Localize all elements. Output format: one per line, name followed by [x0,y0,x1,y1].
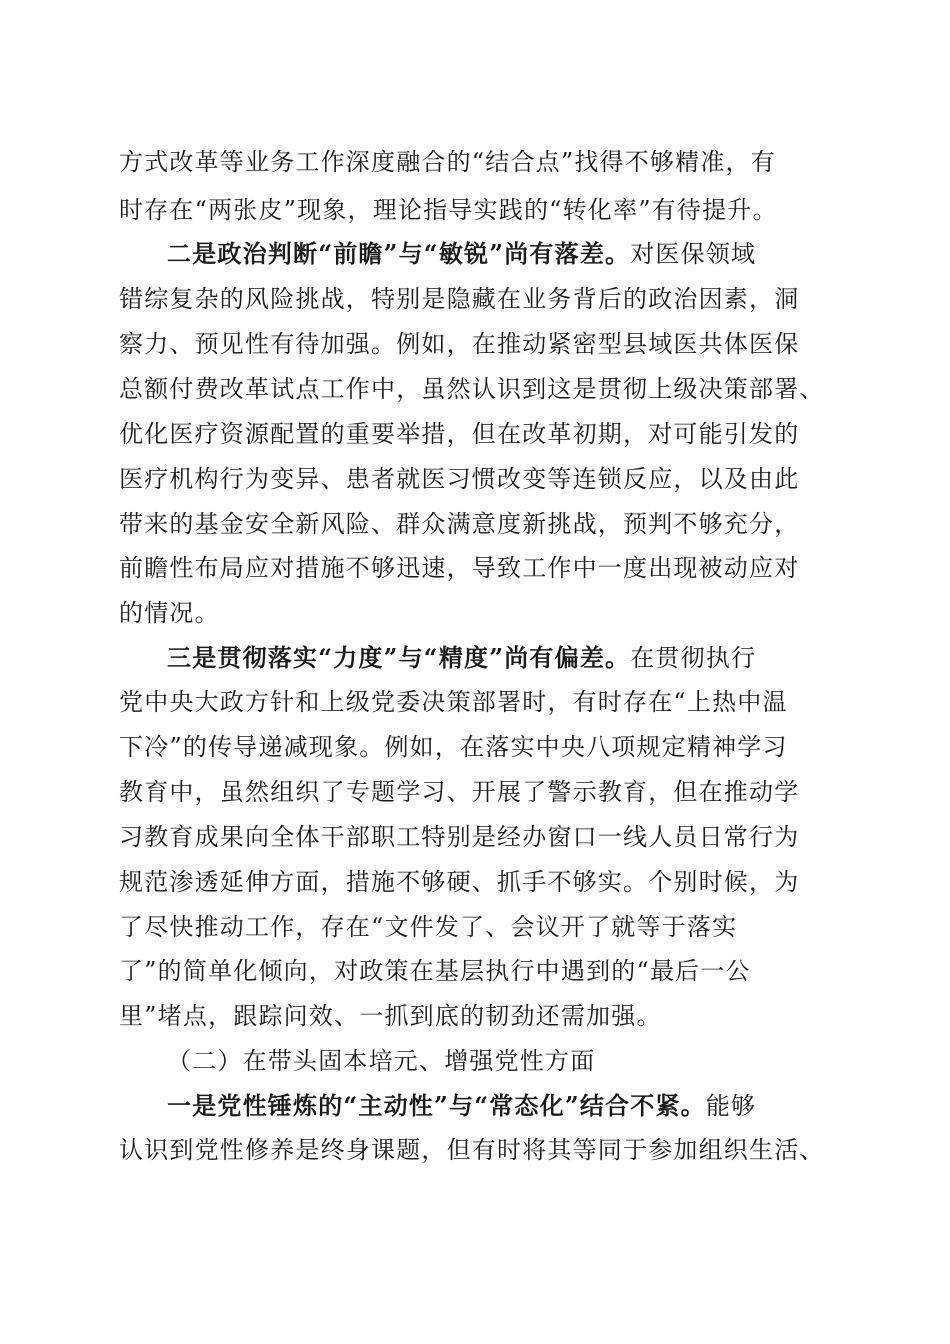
section-heading: （二）在带头固本培元、增强党性方面 [167,1047,596,1075]
text-line: 下冷”的传导递减现象。例如，在落实中央八项规定精神学习 [119,733,788,761]
paragraph-lead-heading: 一是党性锤炼的“主动性”与“常态化”结合不紧。 [167,1091,706,1120]
text-line: 认识到党性修养是终身课题，但有时将其等同于参加组织生活、 [119,1136,825,1164]
text-line: 了”的简单化倾向，对政策在基层执行中遇到的“最后一公 [119,957,751,985]
text-line: 里”堵点，跟踪问效、一抓到底的韧劲还需加强。 [119,1002,662,1030]
text-line: 方式改革等业务工作深度融合的“结合点”找得不够精准，有 [119,148,776,176]
text-line: 教育中，虽然组织了专题学习、开展了警示教育，但在推动学 [119,778,800,806]
text-line: 带来的基金安全新风险、群众满意度新挑战，预判不够充分， [119,510,800,538]
paragraph-first-line [167,1090,756,1122]
text-line: 错综复杂的风险挑战，特别是隐藏在业务背后的政治因素，洞 [119,285,800,313]
text-line: 时存在“两张皮”现象，理论指导实践的“转化率”有待提升。 [119,196,778,224]
text-line: 前瞻性布局应对措施不够迅速，导致工作中一度出现被动应对 [119,554,800,582]
paragraph-lead-text: 对医保领域 [630,240,757,268]
paragraph-first-line [167,642,756,674]
text-line: 党中央大政方针和上级党委决策部署时，有时存在“上热中温 [119,688,788,716]
text-line: 了尽快推动工作，存在“文件发了、会议开了就等于落实 [119,913,738,941]
text-line: 的情况。 [119,599,220,627]
text-line: 习教育成果向全体干部职工特别是经办窗口一线人员日常行为 [119,823,800,851]
paragraph-lead-text: 能够 [705,1092,757,1120]
text-line: 优化医疗资源配置的重要举措，但在改革初期，对可能引发的 [119,420,800,448]
paragraph-lead-heading: 三是贯彻落实“力度”与“精度”尚有偏差。 [167,643,631,672]
text-line: 医疗机构行为变异、患者就医习惯改变等连锁反应，以及由此 [119,465,800,493]
paragraph-lead-text: 在贯彻执行 [630,644,757,672]
text-line: 规范渗透延伸方面，措施不够硬、抓手不够实。个别时候，为 [119,868,800,896]
text-line: 察力、预见性有待加强。例如，在推动紧密型县域医共体医保 [119,330,800,358]
text-line: 总额付费改革试点工作中，虽然认识到这是贯彻上级决策部署、 [119,375,825,403]
paragraph-first-line [167,238,756,270]
paragraph-lead-heading: 二是政治判断“前瞻”与“敏锐”尚有落差。 [167,239,631,268]
